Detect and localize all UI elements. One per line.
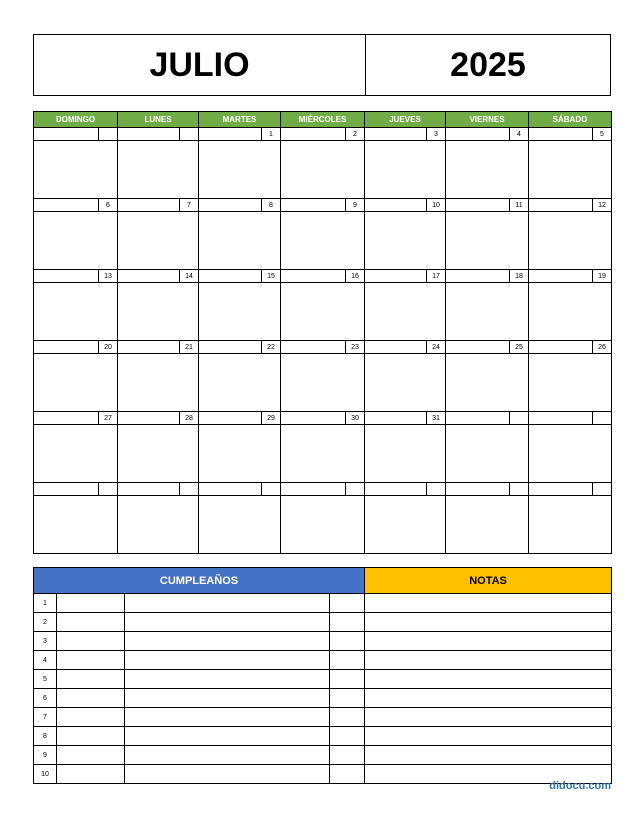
day-number: 10 <box>432 201 440 209</box>
birthdays-notes-table <box>33 567 611 784</box>
day-cell[interactable] <box>365 283 446 341</box>
birthday-name-cell[interactable] <box>125 613 330 632</box>
week-body-row <box>34 496 612 554</box>
weekday-lunes: LUNES <box>118 112 199 128</box>
day-number-cell <box>281 270 365 283</box>
birthday-row <box>34 689 612 708</box>
birthday-date-cell[interactable] <box>57 689 125 708</box>
note-cell[interactable] <box>365 613 612 632</box>
row-index: 1 <box>34 594 57 613</box>
birthday-extra-cell[interactable] <box>330 746 365 765</box>
day-number-cell <box>199 412 281 425</box>
day-number: 30 <box>351 414 359 422</box>
note-cell[interactable] <box>365 746 612 765</box>
birthday-date-cell[interactable] <box>57 708 125 727</box>
birthday-date-cell[interactable] <box>57 670 125 689</box>
birthday-name-cell[interactable] <box>125 670 330 689</box>
day-number: 5 <box>600 130 604 138</box>
day-cell[interactable] <box>118 283 199 341</box>
day-number <box>593 483 611 495</box>
day-number-cell <box>199 128 281 141</box>
day-number-cell <box>34 483 118 496</box>
day-cell[interactable] <box>118 496 199 554</box>
day-number: 28 <box>185 414 193 422</box>
note-cell[interactable] <box>365 651 612 670</box>
birthday-name-cell[interactable] <box>125 689 330 708</box>
day-number-cell <box>199 483 281 496</box>
weekday-domingo: DOMINGO <box>34 112 118 128</box>
day-number-cell <box>118 483 199 496</box>
day-number: 21 <box>185 343 193 351</box>
day-cell[interactable] <box>446 141 529 199</box>
birthday-date-cell[interactable] <box>57 727 125 746</box>
day-number: 4 <box>517 130 521 138</box>
note-cell[interactable] <box>365 632 612 651</box>
birthday-name-cell[interactable] <box>125 746 330 765</box>
day-cell[interactable] <box>118 141 199 199</box>
week-body-row <box>34 212 612 270</box>
day-number: 14 <box>185 272 193 280</box>
day-number-cell <box>281 412 365 425</box>
day-number: 26 <box>598 343 606 351</box>
notes-title: NOTAS <box>365 568 612 594</box>
day-number-cell <box>34 128 118 141</box>
day-number: 12 <box>598 201 606 209</box>
month-title: JULIO <box>34 35 366 95</box>
day-number <box>99 128 117 140</box>
day-number: 3 <box>434 130 438 138</box>
day-number-cell <box>529 483 612 496</box>
day-cell[interactable] <box>34 354 118 412</box>
day-cell[interactable] <box>34 496 118 554</box>
day-number-cell <box>529 128 612 141</box>
day-number-cell <box>34 270 118 283</box>
day-cell[interactable] <box>281 425 365 483</box>
day-number: 2 <box>353 130 357 138</box>
week-number-row <box>34 341 612 354</box>
day-number-cell <box>281 341 365 354</box>
week-number-row <box>34 412 612 425</box>
birthday-extra-cell[interactable] <box>330 765 365 784</box>
birthday-row <box>34 651 612 670</box>
birthday-name-cell[interactable] <box>125 708 330 727</box>
day-number-cell <box>281 483 365 496</box>
day-cell[interactable] <box>199 425 281 483</box>
day-number-cell <box>34 412 118 425</box>
day-number <box>593 412 611 424</box>
day-cell[interactable] <box>281 283 365 341</box>
day-cell[interactable] <box>529 496 612 554</box>
week-body-row <box>34 354 612 412</box>
day-number-cell <box>365 128 446 141</box>
birthday-name-cell[interactable] <box>125 765 330 784</box>
day-cell[interactable] <box>199 141 281 199</box>
day-number-cell <box>118 412 199 425</box>
day-number <box>510 412 528 424</box>
birthday-extra-cell[interactable] <box>330 689 365 708</box>
birthday-extra-cell[interactable] <box>330 632 365 651</box>
brand-footer[interactable]: didocu.com <box>549 780 611 792</box>
day-number: 29 <box>267 414 275 422</box>
day-number <box>180 128 198 140</box>
day-cell[interactable] <box>529 212 612 270</box>
birthday-row <box>34 613 612 632</box>
birthday-name-cell[interactable] <box>125 594 330 613</box>
birthday-extra-cell[interactable] <box>330 594 365 613</box>
day-cell[interactable] <box>365 354 446 412</box>
weekday-jueves: JUEVES <box>365 112 446 128</box>
day-number-cell <box>281 199 365 212</box>
day-number: 20 <box>104 343 112 351</box>
day-number-cell <box>118 128 199 141</box>
day-number: 11 <box>515 201 523 209</box>
row-index: 4 <box>34 651 57 670</box>
day-number: 15 <box>267 272 275 280</box>
day-cell[interactable] <box>118 425 199 483</box>
birthday-extra-cell[interactable] <box>330 651 365 670</box>
day-cell[interactable] <box>199 354 281 412</box>
day-cell[interactable] <box>529 141 612 199</box>
day-number: 24 <box>432 343 440 351</box>
day-cell[interactable] <box>446 212 529 270</box>
birthday-row <box>34 765 612 784</box>
weekday-viernes: VIERNES <box>446 112 529 128</box>
day-number: 31 <box>432 414 440 422</box>
day-number-cell <box>365 341 446 354</box>
day-number <box>262 483 280 495</box>
day-cell[interactable] <box>199 283 281 341</box>
day-number: 23 <box>351 343 359 351</box>
day-number-cell <box>199 199 281 212</box>
day-number <box>346 483 364 495</box>
day-cell[interactable] <box>118 354 199 412</box>
day-number-cell <box>446 199 529 212</box>
day-number: 9 <box>353 201 357 209</box>
day-number: 18 <box>515 272 523 280</box>
day-number-cell <box>281 128 365 141</box>
day-number-cell <box>365 199 446 212</box>
day-number-cell <box>118 270 199 283</box>
day-number: 1 <box>269 130 273 138</box>
day-number: 22 <box>267 343 275 351</box>
day-cell[interactable] <box>446 283 529 341</box>
day-number <box>510 483 528 495</box>
birthday-date-cell[interactable] <box>57 746 125 765</box>
day-number <box>180 483 198 495</box>
day-cell[interactable] <box>34 425 118 483</box>
row-index: 10 <box>34 765 57 784</box>
week-body-row <box>34 141 612 199</box>
day-number <box>99 483 117 495</box>
birthday-row <box>34 746 612 765</box>
day-cell[interactable] <box>281 212 365 270</box>
calendar-header <box>33 34 611 96</box>
birthday-name-cell[interactable] <box>125 632 330 651</box>
day-number-cell <box>529 199 612 212</box>
day-number <box>427 483 445 495</box>
day-cell[interactable] <box>529 425 612 483</box>
week-number-row <box>34 483 612 496</box>
row-index: 5 <box>34 670 57 689</box>
birthday-date-cell[interactable] <box>57 651 125 670</box>
weekday-sabado: SÁBADO <box>529 112 612 128</box>
day-cell[interactable] <box>365 496 446 554</box>
day-cell[interactable] <box>446 354 529 412</box>
row-index: 7 <box>34 708 57 727</box>
day-number-cell <box>529 412 612 425</box>
birthday-row <box>34 708 612 727</box>
day-cell[interactable] <box>281 141 365 199</box>
day-number-cell <box>34 341 118 354</box>
day-number: 7 <box>187 201 191 209</box>
day-cell[interactable] <box>446 496 529 554</box>
birthday-row <box>34 632 612 651</box>
day-number-cell <box>446 270 529 283</box>
row-index: 9 <box>34 746 57 765</box>
day-number-cell <box>446 483 529 496</box>
day-cell[interactable] <box>199 496 281 554</box>
note-cell[interactable] <box>365 670 612 689</box>
birthday-date-cell[interactable] <box>57 765 125 784</box>
note-cell[interactable] <box>365 708 612 727</box>
day-number-cell <box>529 270 612 283</box>
row-index: 6 <box>34 689 57 708</box>
weekday-header-row <box>34 112 612 128</box>
birthday-name-cell[interactable] <box>125 651 330 670</box>
weekday-miercoles: MIÉRCOLES <box>281 112 365 128</box>
birthday-extra-cell[interactable] <box>330 670 365 689</box>
day-number: 17 <box>432 272 440 280</box>
birthday-extra-cell[interactable] <box>330 727 365 746</box>
calendar-grid <box>33 111 611 554</box>
day-cell[interactable] <box>281 354 365 412</box>
day-cell[interactable] <box>34 283 118 341</box>
day-cell[interactable] <box>34 141 118 199</box>
birthday-extra-cell[interactable] <box>330 708 365 727</box>
birthdays-title: CUMPLEAÑOS <box>34 568 365 594</box>
day-number-cell <box>446 341 529 354</box>
day-number: 13 <box>104 272 112 280</box>
weekday-martes: MARTES <box>199 112 281 128</box>
day-number-cell <box>365 412 446 425</box>
week-number-row <box>34 270 612 283</box>
row-index: 2 <box>34 613 57 632</box>
note-cell[interactable] <box>365 594 612 613</box>
week-number-row <box>34 199 612 212</box>
day-number: 8 <box>269 201 273 209</box>
day-number: 19 <box>598 272 606 280</box>
day-number: 27 <box>104 414 112 422</box>
birthday-row <box>34 670 612 689</box>
note-cell[interactable] <box>365 689 612 708</box>
day-number: 16 <box>351 272 359 280</box>
day-cell[interactable] <box>281 496 365 554</box>
day-number-cell <box>529 341 612 354</box>
birthday-date-cell[interactable] <box>57 632 125 651</box>
day-cell[interactable] <box>118 212 199 270</box>
birthday-date-cell[interactable] <box>57 594 125 613</box>
day-cell[interactable] <box>365 141 446 199</box>
day-cell[interactable] <box>365 425 446 483</box>
day-cell[interactable] <box>529 354 612 412</box>
week-number-row <box>34 128 612 141</box>
row-index: 8 <box>34 727 57 746</box>
birthday-date-cell[interactable] <box>57 613 125 632</box>
day-cell[interactable] <box>446 425 529 483</box>
week-body-row <box>34 283 612 341</box>
birthday-extra-cell[interactable] <box>330 613 365 632</box>
day-number: 6 <box>106 201 110 209</box>
birthday-name-cell[interactable] <box>125 727 330 746</box>
day-number: 25 <box>515 343 523 351</box>
day-number-cell <box>446 128 529 141</box>
birthday-row <box>34 727 612 746</box>
day-number-cell <box>199 270 281 283</box>
day-cell[interactable] <box>199 212 281 270</box>
day-number-cell <box>365 270 446 283</box>
day-number-cell <box>365 483 446 496</box>
row-index: 3 <box>34 632 57 651</box>
day-number-cell <box>446 412 529 425</box>
day-cell[interactable] <box>529 283 612 341</box>
day-number-cell <box>118 341 199 354</box>
day-cell[interactable] <box>34 212 118 270</box>
day-number-cell <box>199 341 281 354</box>
day-number-cell <box>118 199 199 212</box>
day-number-cell <box>34 199 118 212</box>
year-title: 2025 <box>450 45 526 84</box>
week-body-row <box>34 425 612 483</box>
note-cell[interactable] <box>365 727 612 746</box>
day-cell[interactable] <box>365 212 446 270</box>
birthday-row <box>34 594 612 613</box>
